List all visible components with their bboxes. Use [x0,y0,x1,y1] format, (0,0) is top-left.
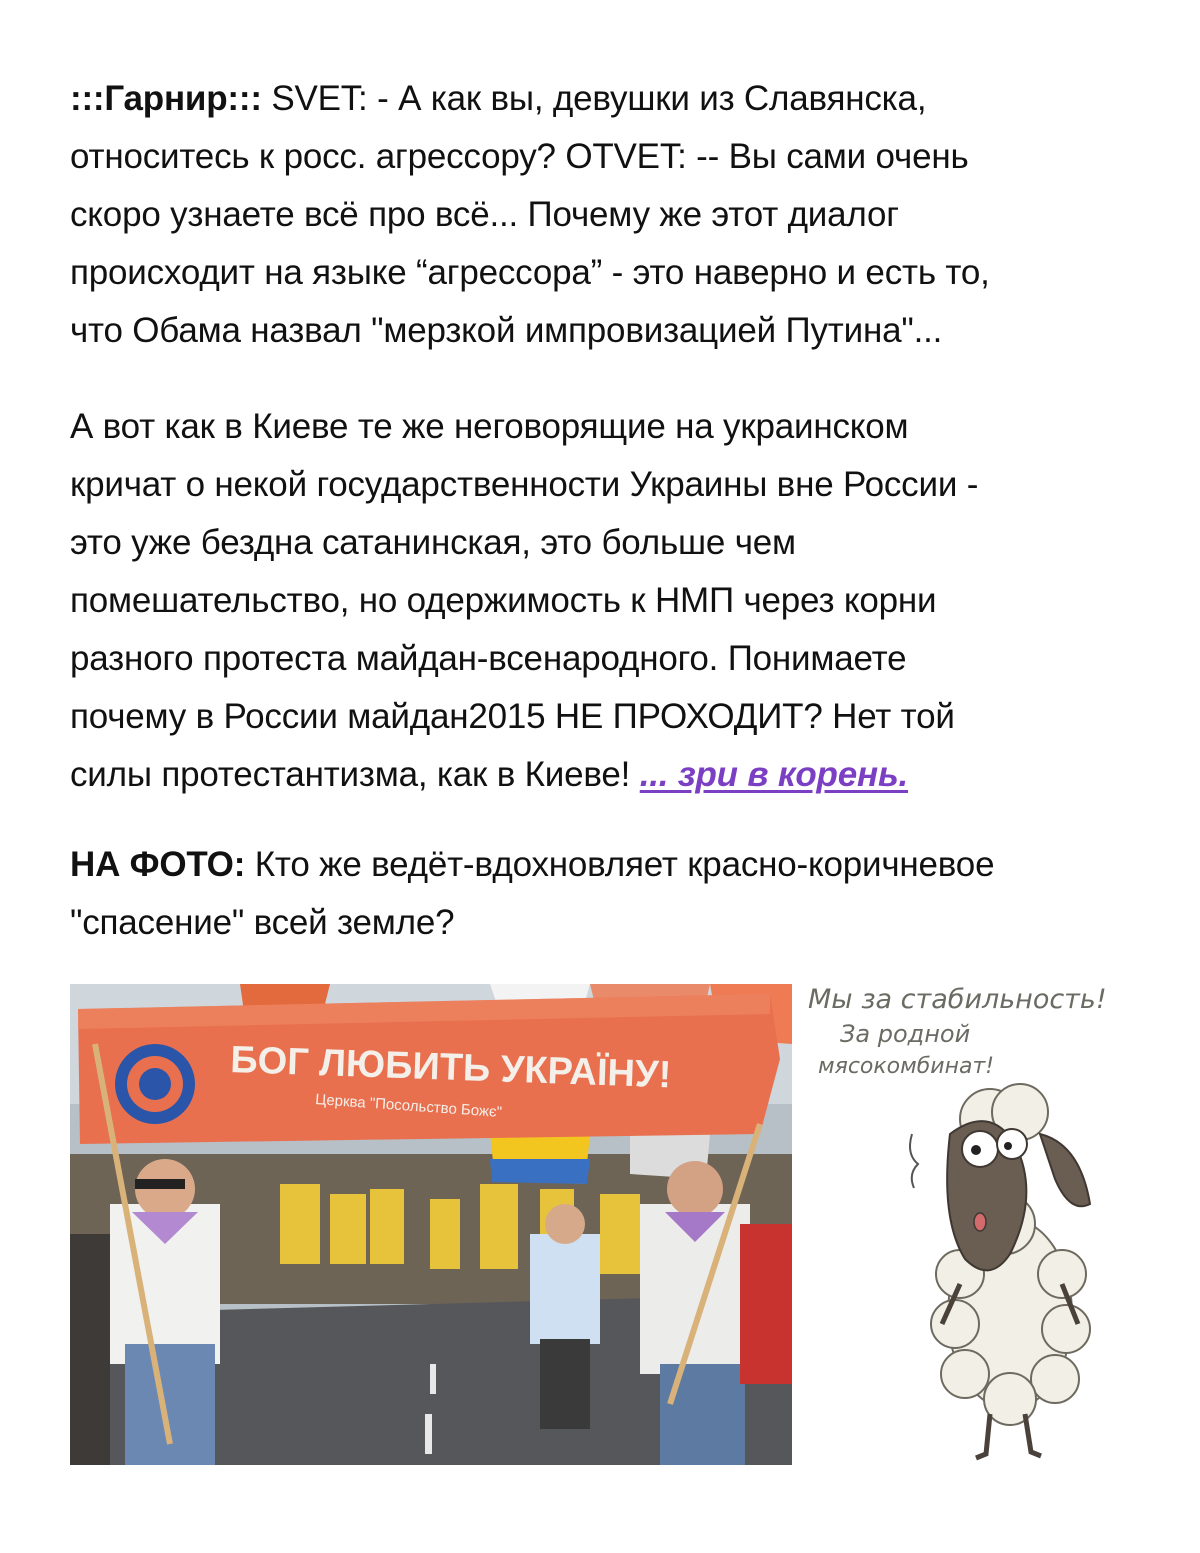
paragraph-line: кричат о некой государственности Украины вне России - [70,465,979,504]
paragraph-line: скоро узнаете всё про всё... Почему же этот диалог [70,195,899,234]
paragraph-line: что Обама назвал "мерзкой импровизацией Путина"... [70,311,943,350]
paragraph-kiev [70,398,1140,804]
sheep-cartoon [800,984,1120,1465]
banner-title: БОГ ЛЮБИТЬ УКРАЇНУ! [229,1039,672,1097]
paragraph-line: разного протеста майдан-всенародного. Понимаете [70,639,907,678]
cartoon-caption-line: Мы за стабильность! [808,984,1107,1015]
heading-garnir: :::Гарнир::: [70,79,262,118]
paragraph-line: происходит на языке “агрессора” - это наверно и есть то, [70,253,990,292]
cartoon-caption-line: За родной [840,1020,971,1048]
paragraph-line: А вот как в Киеве те же неговорящие на украинском [70,407,909,446]
paragraph-photo-caption [70,836,1140,952]
paragraph-line: :::Гарнир::: SVET: - А как вы, девушки из Славянска, [70,79,927,118]
paragraph-line: это уже бездна сатанинская, это больше чем [70,523,796,562]
paragraph-line: относитесь к росс. агрессору? OTVET: -- Вы сами очень [70,137,969,176]
heading-na-foto: НА ФОТО: [70,845,246,884]
cartoon-caption-line: мясокомбинат! [818,1054,995,1079]
paragraph-line: силы протестантизма, как в Киеве! ... зри в корень. [70,755,909,794]
paragraph-line: "спасение" всей земле? [70,903,455,942]
march-photo [70,984,792,1465]
paragraph-line: НА ФОТО: Кто же ведёт-вдохновляет красно-коричневое [70,845,995,884]
paragraph-line: помешательство, но одержимость к НМП через корни [70,581,937,620]
paragraph-intro [70,70,1140,360]
zri-v-koren-link[interactable]: ... зри в корень. [639,755,909,794]
paragraph-line: почему в России майдан2015 НЕ ПРОХОДИТ? Нет той [70,697,955,736]
banner-subtitle: Церква "Посольство Божє" [314,1091,503,1122]
